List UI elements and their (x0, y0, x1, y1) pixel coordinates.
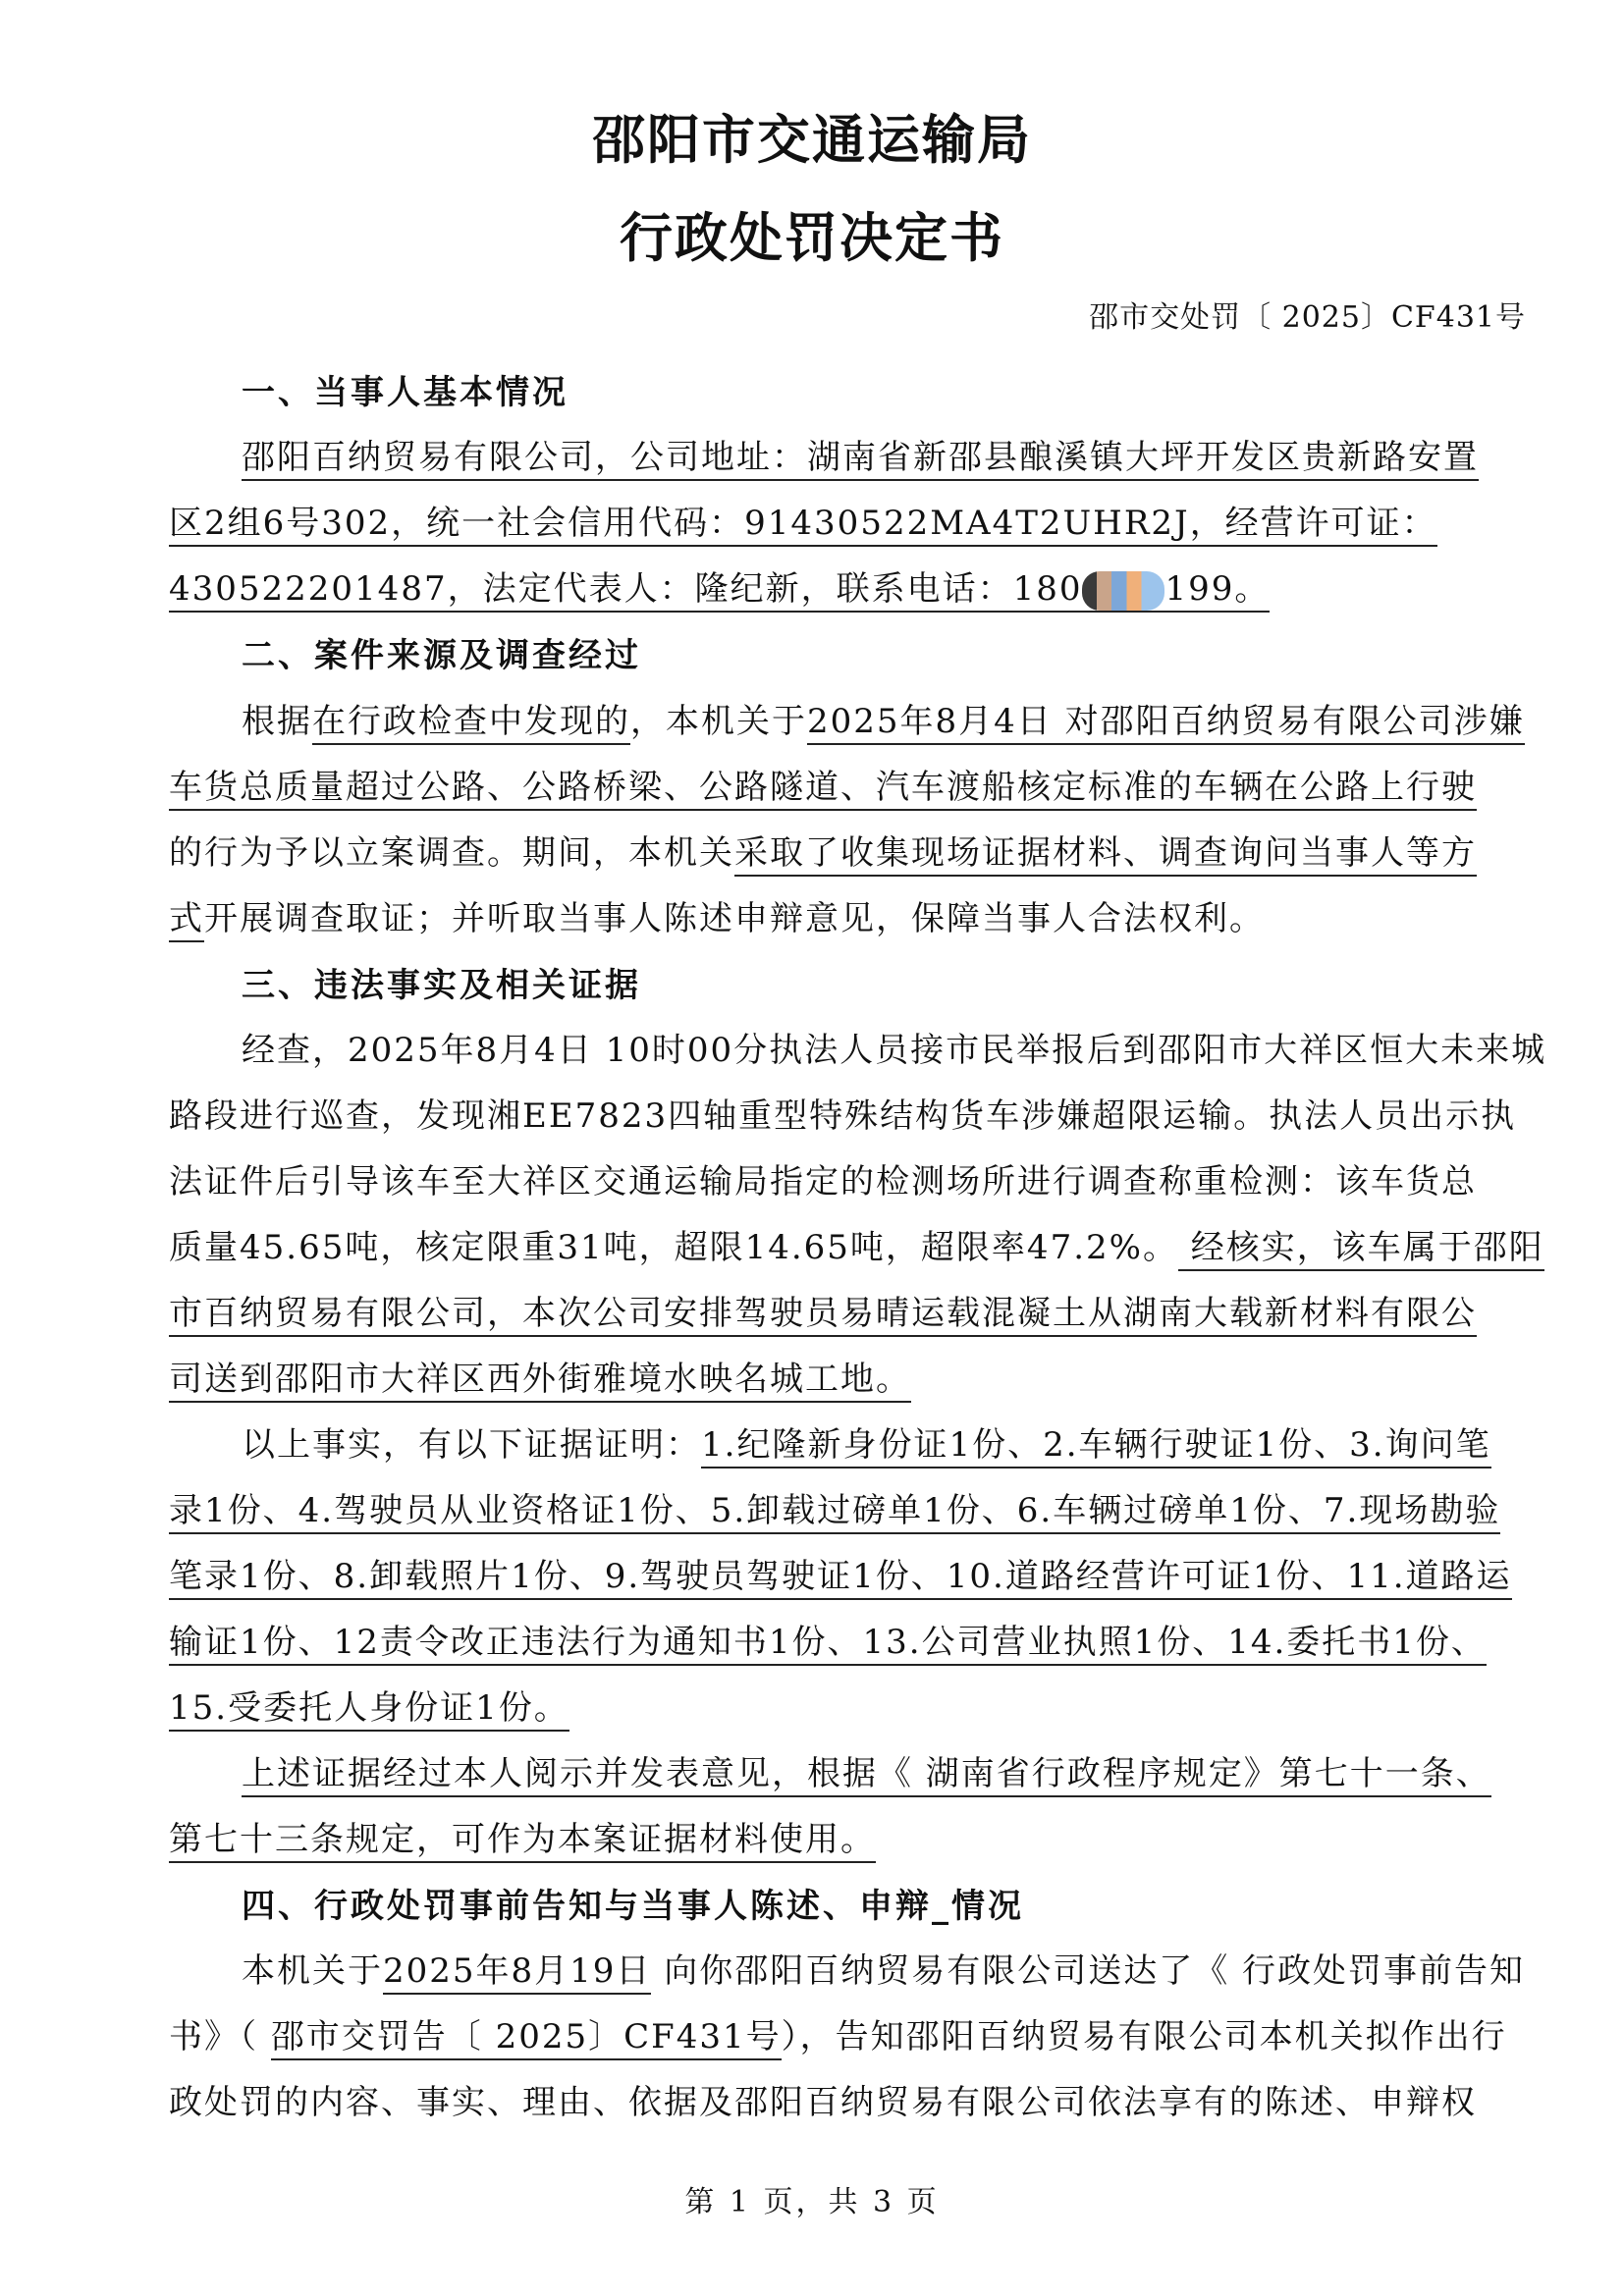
underlined-text: 经核实，该车属于邵阳 (1178, 1228, 1544, 1271)
text: ，本机关于 (630, 702, 807, 741)
underlined-notice-number: 邵市交罚告〔 2025〕CF431号 (271, 2017, 782, 2060)
paragraph-line (242, 1417, 1616, 1466)
text: 以上事实，有以下证据证明： (242, 1425, 701, 1465)
paragraph-line (169, 1681, 1543, 1729)
paragraph-line (169, 1615, 1543, 1663)
document-title-agency: 邵阳市交通运输局 (592, 109, 1032, 171)
underlined-text: 采取了收集现场证据材料、调查询问当事人等方 (734, 833, 1477, 877)
underlined-date: 2025年8月4日 (807, 702, 1053, 745)
paragraph-line: 法证件后引导该车至大祥区交通运输局指定的检测场所进行调查称重检测：该车货总 (169, 1162, 1477, 1201)
text: 本机关于 (242, 1951, 383, 1991)
underlined-text: 式 (169, 899, 204, 942)
paragraph-line (169, 2009, 1543, 2057)
paragraph-line (169, 760, 1543, 808)
underlined-text: 第七十三条规定，可作为本案证据材料使用。 (169, 1820, 876, 1863)
section-heading-facts-evidence: 三、违法事实及相关证据 (242, 966, 641, 1005)
section-heading-case-source: 二、案件来源及调查经过 (242, 636, 641, 675)
document-number: 邵市交处罚〔 2025〕CF431号 (1089, 300, 1526, 335)
page-footer: 第 1 页，共 3 页 (684, 2185, 940, 2219)
paragraph-line (169, 1220, 1543, 1268)
underlined-text: 在行政检查中发现的 (312, 702, 630, 745)
text: 根据 (242, 702, 312, 741)
paragraph-line (169, 496, 1543, 544)
underlined-date: 2025年8月19日 (383, 1951, 651, 1995)
paragraph-line: 经查，2025年8月4日 10时00分执法人员接市民举报后到邵阳市大祥区恒大未来城 (242, 1031, 1547, 1070)
underlined-text: 对邵阳百纳贸易有限公司涉嫌 (1053, 702, 1525, 745)
paragraph-line (169, 1549, 1543, 1597)
underlined-text: 15.受委托人身份证1份。 (169, 1688, 569, 1732)
underlined-text: 车货总质量超过公路、公路桥梁、公路隧道、汽车渡船核定标准的车辆在公路上行驶 (169, 768, 1477, 811)
paragraph-line: 路段进行巡查，发现湘EE7823四轴重型特殊结构货车涉嫌超限运输。执法人员出示执 (169, 1096, 1517, 1136)
paragraph-line (169, 1286, 1543, 1334)
paragraph-line (169, 891, 1543, 939)
paragraph-line (169, 1352, 1543, 1400)
underlined-text: 1.纪隆新身份证1份、2.车辆行驶证1份、3.询问笔 (701, 1425, 1491, 1468)
paragraph-line (169, 826, 1543, 874)
underlined-text: 市百纳贸易有限公司，本次公司安排驾驶员易晴运载混凝土从湖南大载新材料有限公 (169, 1294, 1477, 1337)
text: ），告知邵阳百纳贸易有限公司本机关拟作出行 (781, 2017, 1507, 2056)
document-title: 行政处罚决定书 (620, 207, 1004, 269)
underlined-text: 邵阳百纳贸易有限公司，公司地址：湖南省新邵县酿溪镇大坪开发区贵新路安置 (242, 438, 1479, 481)
paragraph-line (169, 561, 1543, 611)
text: 开展调查取证；并听取当事人陈述申辩意见，保障当事人合法权利。 (204, 899, 1265, 938)
underlined-text: 司送到邵阳市大祥区西外街雅境水映名城工地。 (169, 1360, 911, 1403)
text: 质量45.65吨，核定限重31吨，超限14.65吨，超限率47.2%。 (169, 1228, 1178, 1267)
section-heading-party-info: 一、当事人基本情况 (242, 373, 568, 412)
paragraph-line (242, 430, 1616, 478)
underlined-text: 录1份、4.驾驶员从业资格证1份、5.卸载过磅单1份、6.车辆过磅单1份、7.现场勘验 (169, 1491, 1500, 1534)
phone-prefix: 430522201487，法定代表人：隆纪新，联系电话：180 (169, 569, 1083, 609)
paragraph-line (242, 694, 1616, 742)
paragraph-line (242, 1746, 1616, 1794)
underlined-text: 笔录1份、8.卸载照片1份、9.驾驶员驾驶证1份、10.道路经营许可证1份、11.道路运 (169, 1557, 1512, 1600)
redaction-mask (1082, 571, 1164, 611)
underlined-text: 区2组6号302，统一社会信用代码：91430522MA4T2UHR2J，经营许可证： (169, 504, 1437, 547)
text: 向你邵阳百纳贸易有限公司送达了《 行政处罚事前告知 (651, 1951, 1526, 1991)
underlined-text (169, 569, 1270, 613)
paragraph-line (242, 1944, 1616, 1992)
phone-suffix: 199。 (1164, 569, 1271, 609)
text: 的行为予以立案调查。期间，本机关 (169, 833, 734, 873)
section-heading-prior-notice: 四、行政处罚事前告知与当事人陈述、申辩_情况 (242, 1887, 1024, 1926)
underlined-text: 上述证据经过本人阅示并发表意见，根据《 湖南省行政程序规定》第七十一条、 (242, 1754, 1491, 1797)
text: 书》（ (169, 2017, 271, 2056)
paragraph-line (169, 1483, 1543, 1531)
paragraph-line (169, 1812, 1543, 1860)
paragraph-line: 政处罚的内容、事实、理由、依据及邵阳百纳贸易有限公司依法享有的陈述、申辩权 (169, 2083, 1477, 2122)
underlined-text: 输证1份、12责令改正违法行为通知书1份、13.公司营业执照1份、14.委托书1份、 (169, 1623, 1487, 1666)
